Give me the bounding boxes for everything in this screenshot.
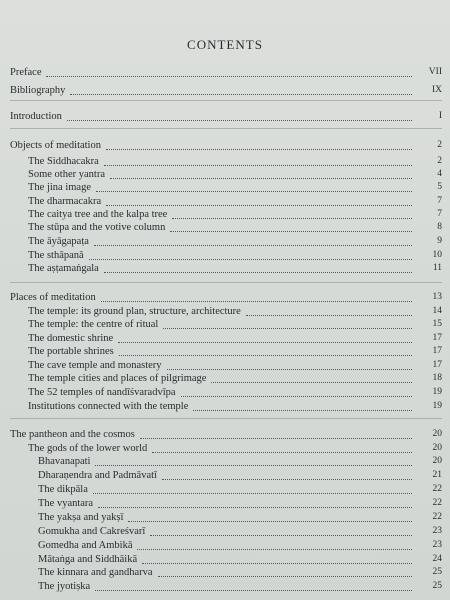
dot-leader xyxy=(137,536,412,550)
toc-entry-title: Bhavanapati xyxy=(38,456,91,467)
toc-entry-title: The sthāpanā xyxy=(28,250,84,261)
toc-page-number: 20 xyxy=(432,443,442,453)
toc-entry-title: Dharaṇendra and Padmāvatī xyxy=(38,470,157,481)
toc-page-number: 23 xyxy=(432,526,442,536)
toc-entry-title: Institutions connected with the temple xyxy=(28,401,189,412)
toc-entry-title: The gods of the lower world xyxy=(28,443,148,454)
dot-leader xyxy=(181,383,412,397)
toc-entry-title: Some other yantra xyxy=(28,169,105,180)
toc-page-number: VII xyxy=(428,67,442,77)
dot-leader xyxy=(152,439,412,453)
toc-page-number: 18 xyxy=(432,373,442,383)
toc-page-number: 14 xyxy=(432,306,442,316)
toc-entry-title: The portable shrines xyxy=(28,346,114,357)
toc-entry-title: The cave temple and monastery xyxy=(28,360,162,371)
toc-page-number: 11 xyxy=(432,263,442,273)
dot-leader xyxy=(101,288,412,302)
toc-entry xyxy=(0,66,450,79)
toc-entry xyxy=(0,580,450,593)
toc-page-number: 17 xyxy=(432,360,442,370)
toc-page-number: 17 xyxy=(432,333,442,343)
dot-leader xyxy=(106,192,412,206)
dot-leader xyxy=(119,342,412,356)
toc-entry-title: The stūpa and the votive column xyxy=(28,222,166,233)
toc-entry-title: The 52 temples of nandīśvaradvīpa xyxy=(28,387,176,398)
toc-page-number: 4 xyxy=(437,169,442,179)
toc-entry-title: The aṣṭamaṅgala xyxy=(28,263,99,274)
page-title: CONTENTS xyxy=(187,37,263,52)
toc-page-number: 2 xyxy=(437,140,442,150)
dot-leader xyxy=(46,63,412,77)
toc-entry-title: The āyāgapaṭa xyxy=(28,236,89,247)
toc-page-number: 20 xyxy=(432,456,442,466)
toc-page-number: 5 xyxy=(437,182,442,192)
toc-entry-title: The caitya tree and the kalpa tree xyxy=(28,209,168,220)
dot-leader xyxy=(163,315,412,329)
toc-page-number: 22 xyxy=(432,512,442,522)
toc-page-number: 9 xyxy=(437,236,442,246)
toc-page-number: I xyxy=(438,111,442,121)
toc-entry xyxy=(0,262,450,275)
toc-entry-title: Introduction xyxy=(10,111,62,122)
section-divider xyxy=(10,100,442,101)
toc-entry-title: Places of meditation xyxy=(10,292,96,303)
dot-leader xyxy=(110,165,412,179)
dot-leader xyxy=(246,302,412,316)
toc-entry-title: The Siddhacakra xyxy=(28,156,99,167)
toc-entry-title: The dikpāla xyxy=(38,484,88,495)
toc-page-number: 23 xyxy=(432,540,442,550)
toc-entry-title: Bibliography xyxy=(10,85,66,96)
dot-leader xyxy=(104,259,412,273)
dot-leader xyxy=(106,136,412,150)
toc-entry xyxy=(0,139,450,152)
dot-leader xyxy=(167,356,412,370)
toc-page-number: 8 xyxy=(437,222,442,232)
toc-page-number: 10 xyxy=(432,250,442,260)
toc-page-number: 15 xyxy=(432,319,442,329)
dot-leader xyxy=(98,494,412,508)
toc-page-number: 24 xyxy=(432,554,442,564)
dot-leader xyxy=(170,218,412,232)
dot-leader xyxy=(95,577,412,591)
dot-leader xyxy=(158,563,412,577)
toc-entry-title: The temple cities and places of pilgrimage xyxy=(28,373,207,384)
dot-leader xyxy=(70,81,412,95)
toc-page-number: IX xyxy=(431,85,442,95)
toc-entry-title: The domestic shrine xyxy=(28,333,114,344)
toc-entry-title: Gomedha and Ambikā xyxy=(38,540,133,551)
toc-entry-title: The jina image xyxy=(28,182,91,193)
toc-page-number: 22 xyxy=(432,498,442,508)
dot-leader xyxy=(95,452,412,466)
dot-leader xyxy=(104,152,412,166)
dot-leader xyxy=(140,425,412,439)
toc-entry-title: The yakṣa and yakṣī xyxy=(38,512,124,523)
toc-page-number: 25 xyxy=(432,567,442,577)
toc-page-number: 22 xyxy=(432,484,442,494)
toc-entry xyxy=(0,84,450,97)
dot-leader xyxy=(128,508,412,522)
toc-entry xyxy=(0,110,450,123)
dot-leader xyxy=(150,522,412,536)
section-divider xyxy=(10,418,442,419)
toc-page-number: 7 xyxy=(437,196,442,206)
toc-page-number: 25 xyxy=(432,581,442,591)
dot-leader xyxy=(142,550,412,564)
dot-leader xyxy=(118,329,412,343)
section-divider xyxy=(10,282,442,283)
toc-page-number: 2 xyxy=(437,156,442,166)
toc-entry xyxy=(0,400,450,413)
dot-leader xyxy=(89,246,412,260)
dot-leader xyxy=(93,480,412,494)
toc-page-number: 21 xyxy=(432,470,442,480)
toc-page-number: 7 xyxy=(437,209,442,219)
toc-entry-title: Preface xyxy=(10,67,42,78)
toc-page-number: 19 xyxy=(432,401,442,411)
section-divider xyxy=(10,128,442,129)
toc-entry-title: The jyotiṣka xyxy=(38,581,91,592)
dot-leader xyxy=(96,178,412,192)
toc-entry-title: Objects of meditation xyxy=(10,140,101,151)
toc-page-number: 17 xyxy=(432,346,442,356)
dot-leader xyxy=(162,466,412,480)
toc-page-number: 19 xyxy=(432,387,442,397)
dot-leader xyxy=(172,205,412,219)
toc-entry-title: The temple: the centre of ritual xyxy=(28,319,159,330)
dot-leader xyxy=(94,232,412,246)
toc-entry-title: Mātaṅga and Siddhāikā xyxy=(38,554,138,565)
toc-entry-title: Gomukha and Cakreśvarī xyxy=(38,526,146,537)
toc-entry-title: The pantheon and the cosmos xyxy=(10,429,135,440)
dot-leader xyxy=(211,369,412,383)
toc-entry-title: The kinnara and gandharva xyxy=(38,567,153,578)
dot-leader xyxy=(193,397,412,411)
toc-page-number: 20 xyxy=(432,429,442,439)
dot-leader xyxy=(67,107,412,121)
toc-page-number: 13 xyxy=(432,292,442,302)
toc-entry-title: The vyantara xyxy=(38,498,94,509)
toc-entry-title: The temple: its ground plan, structure, architecture xyxy=(28,306,241,317)
toc-entry-title: The dharmacakra xyxy=(28,196,102,207)
